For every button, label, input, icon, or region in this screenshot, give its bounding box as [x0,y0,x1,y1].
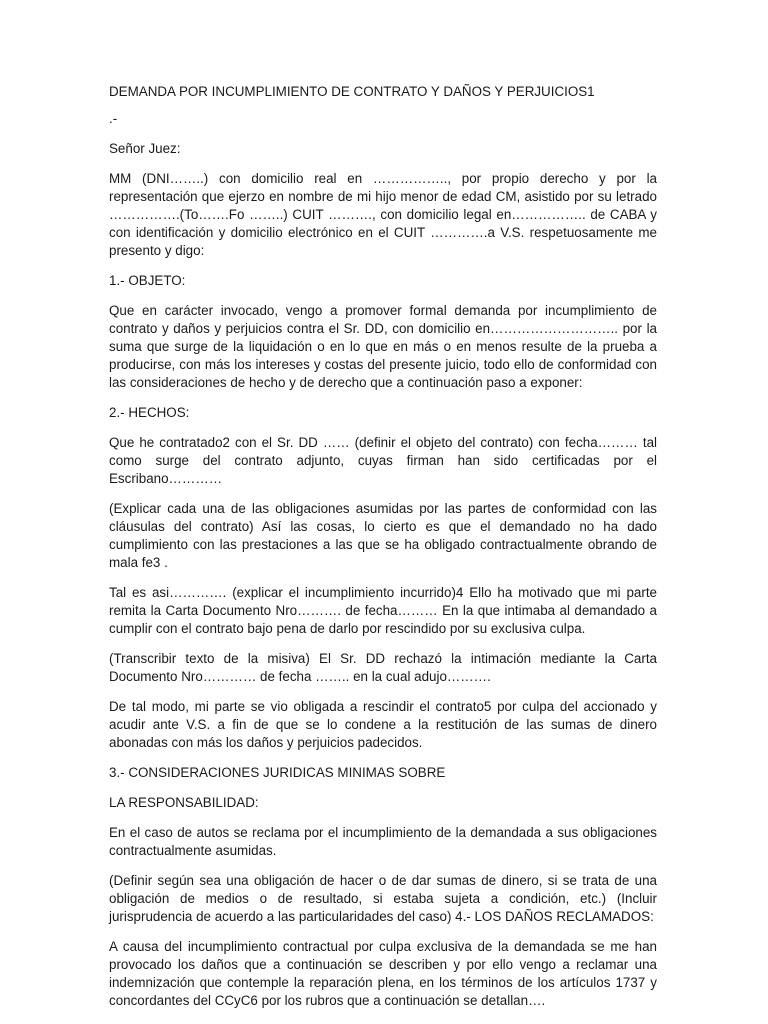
document-title: DEMANDA POR INCUMPLIMIENTO DE CONTRATO Y DAÑOS Y PERJUICIOS1 [109,84,595,99]
hechos-paragraph-4: (Transcribir texto de la misiva) El Sr. DD rechazó la intimación mediante la Carta Documento Nro………… de fecha …….. en la cual adujo………. [109,651,657,684]
hechos-paragraph-5: De tal modo, mi parte se vio obligada a rescindir el contrato5 por culpa del accionado y acudir ante V.S. a fin de que se lo condene a la restitución de las sumas de dinero abonadas con más los daños y perjuicios padecidos. [109,699,657,750]
section-consideraciones-heading: 3.- CONSIDERACIONES JURIDICAS MINIMAS SOBRE [109,765,446,780]
hechos-paragraph-2: (Explicar cada una de las obligaciones asumidas por las partes de conformidad con las cláusulas del contrato) Así las cosas, lo cierto es que el demandado no ha dado cumplimiento con las prestaciones a las que se ha obligado contractualmente obrando de mala fe3 . [109,501,657,570]
hechos-paragraph-1: Que he contratado2 con el Sr. DD …… (definir el objeto del contrato) con fecha……… tal como surge del contrato adjunto, cuyas firman han sido certificadas por el Escribano………… [109,435,657,486]
consideraciones-paragraph-2: (Definir según sea una obligación de hacer o de dar sumas de dinero, si se trata de una obligación de medios o de resultado, si estaba sujeta a condición, etc.) (Incluir jurisprudencia de acuerdo a las particularidades del caso) 4.- LOS DAÑOS RECLAMADOS: [109,873,657,924]
hechos-paragraph-3: Tal es asi…………. (explicar el incumplimiento incurrido)4 Ello ha motivado que mi parte remita la Carta Documento Nro………. de fecha……… En la que intimaba al demandado a cumplir con el contrato bajo pena de darlo por rescindido por su exclusiva culpa. [109,585,657,636]
intro-paragraph: MM (DNI……..) con domicilio real en …………….., por propio derecho y por la representación que ejerzo en nombre de mi hijo menor de edad CM, asistido por su letrado …………….(To…….Fo ……..) CUIT ………., con domicilio legal en…………….. de CABA y con identificación y domicilio electrónico en el CUIT ………….a V.S. respetuosamente me presento y digo: [109,171,657,258]
salutation: Señor Juez: [109,141,181,156]
consideraciones-paragraph-1: En el caso de autos se reclama por el incumplimiento de la demandada a sus obligaciones contractualmente asumidas. [109,825,657,858]
section-hechos-heading: 2.- HECHOS: [109,405,190,420]
title-dash: .- [109,111,118,126]
section-objeto-heading: 1.- OBJETO: [109,273,186,288]
danos-paragraph-1: A causa del incumplimiento contractual por culpa exclusiva de la demandada se me han provocado los daños que a continuación se describen y por ello vengo a reclamar una indemnización que contemple la reparación plena, en los términos de los artículos 1737 y concordantes del CCyC6 por los rubros que a continuación se detallan…. [109,939,657,1008]
document-page [109,83,657,1022]
section-responsabilidad-subheading: LA RESPONSABILIDAD: [109,795,259,810]
section-objeto-paragraph: Que en carácter invocado, vengo a promover formal demanda por incumplimiento de contrato y daños y perjuicios contra el Sr. DD, con domicilio en……………………….. por la suma que surge de la liquidación o en lo que en más o en menos resulte de la prueba a producirse, con más los intereses y costas del presente juicio, todo ello de conformidad con las consideraciones de hecho y de derecho que a continuación paso a exponer: [109,303,657,390]
